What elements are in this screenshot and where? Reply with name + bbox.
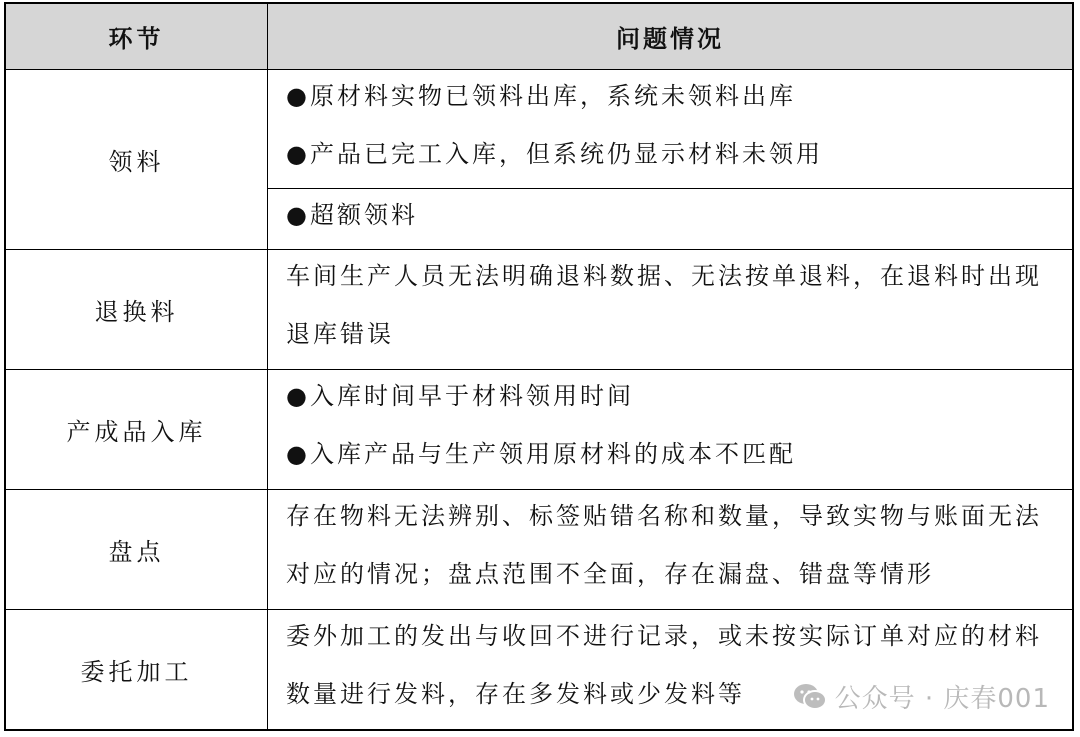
- stage-cell: 退换料: [6, 250, 268, 369]
- issue-line: ●原材料实物已领料出库，系统未领料出库: [286, 82, 796, 110]
- issue-line: 存在物料无法辨别、标签贴错名称和数量，导致实物与账面无法: [286, 502, 1042, 530]
- issue-line: 退库错误: [286, 320, 394, 348]
- problem-table: [4, 2, 1074, 731]
- issue-line: 委外加工的发出与收回不进行记录，或未按实际订单对应的材料: [286, 622, 1042, 650]
- issue-line: ●入库时间早于材料领用时间: [286, 382, 634, 410]
- issue-line: 对应的情况；盘点范围不全面，存在漏盘、错盘等情形: [286, 560, 934, 588]
- table-header: [6, 4, 1072, 70]
- stage-cell: 委托加工: [6, 610, 268, 729]
- stage-cell: 领料: [6, 70, 268, 249]
- header-stage: 环节: [6, 4, 268, 69]
- issue-line: ●超额领料: [286, 201, 418, 229]
- table-row: [6, 370, 1072, 490]
- issue-cell: [268, 370, 1072, 489]
- table-row: [6, 70, 1072, 250]
- wechat-icon: [793, 682, 827, 712]
- watermark-text: 公众号 · 庆春001: [834, 684, 1050, 714]
- watermark: [793, 678, 1050, 715]
- issue-cell: [268, 250, 1072, 369]
- stage-cell: 盘点: [6, 490, 268, 609]
- issue-line: 数量进行发料，存在多发料或少发料等: [286, 680, 745, 708]
- table-row: [6, 490, 1072, 610]
- issue-line: ●产品已完工入库，但系统仍显示材料未领用: [286, 140, 823, 168]
- header-issue: 问题情况: [616, 24, 724, 53]
- stage-cell: 产成品入库: [6, 370, 268, 489]
- issue-line: 车间生产人员无法明确退料数据、无法按单退料，在退料时出现: [286, 262, 1042, 290]
- issue-cell: [268, 490, 1072, 609]
- issue-subcell: [268, 188, 1072, 249]
- issue-line: ●入库产品与生产领用原材料的成本不匹配: [286, 440, 796, 468]
- table-row: [6, 250, 1072, 370]
